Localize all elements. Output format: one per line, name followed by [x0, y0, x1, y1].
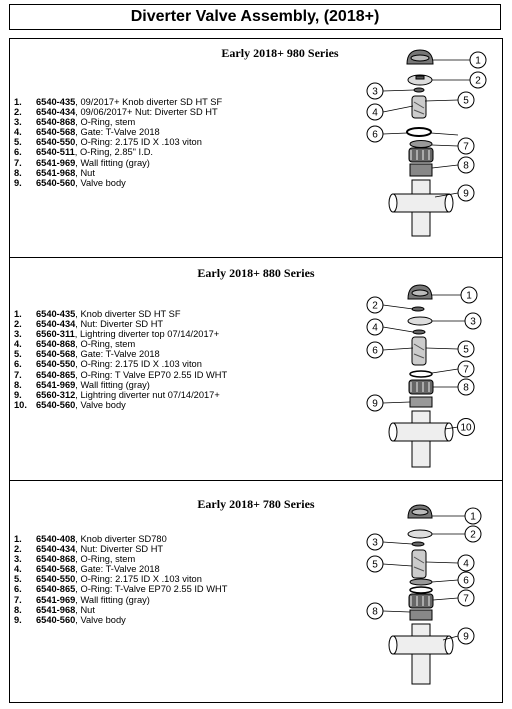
part-row: 1. 6540-408, Knob diverter SD780 — [14, 534, 167, 544]
part-row: 8. 6541-969, Wall fitting (gray) — [14, 379, 150, 390]
callout-number: 7 — [463, 364, 469, 376]
callout-number: 3 — [372, 537, 378, 549]
part-row: 2. 6540-434, 09/06/2017+ Nut: Diverter SD HT — [14, 107, 218, 118]
part-row: 3. 6540-868, O-Ring, stem — [14, 554, 136, 565]
part-row: 4. 6540-568, Gate: T-Valve 2018 — [14, 127, 160, 138]
part-row: 10. 6540-560, Valve body — [14, 399, 126, 410]
callout-number: 2 — [470, 529, 476, 541]
part-row: 8. 6541-968, Nut — [14, 604, 95, 615]
callout-number: 5 — [463, 344, 469, 356]
callout-number: 1 — [475, 55, 481, 67]
callout-number: 7 — [463, 593, 469, 605]
callout-number: 2 — [372, 300, 378, 312]
part-row: 7. 6541-969, Wall fitting (gray) — [14, 157, 150, 168]
callout-number: 4 — [372, 322, 378, 334]
callout-number: 8 — [372, 606, 378, 618]
part-row: 6. 6540-511, O-Ring, 2.85" I.D. — [14, 147, 154, 158]
exploded-diagram-980 — [355, 46, 500, 246]
page-title: Diverter Valve Assembly, (2018+) — [9, 4, 501, 30]
callout-number: 10 — [460, 422, 472, 434]
parts-list-980 — [14, 97, 222, 188]
exploded-diagram-880 — [355, 282, 500, 474]
part-row: 9. 6560-312, Lightring diverter nut 07/14/2017+ — [14, 389, 220, 400]
part-row: 5. 6540-568, Gate: T-Valve 2018 — [14, 349, 160, 360]
part-row: 1. 6540-435, 09/2017+ Knob diverter SD HT SF — [14, 97, 223, 107]
section-divider — [9, 257, 503, 258]
callout-number: 5 — [372, 559, 378, 571]
part-row: 5. 6540-550, O-Ring: 2.175 ID X .103 viton — [14, 574, 202, 585]
part-row: 9. 6540-560, Valve body — [14, 614, 126, 625]
part-row: 6. 6540-550, O-Ring: 2.175 ID X .103 viton — [14, 359, 202, 370]
callout-number: 4 — [372, 107, 378, 119]
part-row: 4. 6540-868, O-Ring, stem — [14, 339, 136, 350]
exploded-diagram-780 — [355, 502, 500, 694]
callout-number: 4 — [463, 558, 469, 570]
part-row: 9. 6540-560, Valve body — [14, 177, 126, 188]
parts-list-880 — [14, 309, 227, 410]
part-row: 7. 6541-969, Wall fitting (gray) — [14, 594, 150, 605]
callout-number: 8 — [463, 382, 469, 394]
callout-number: 1 — [466, 290, 472, 302]
callout-number: 1 — [470, 511, 476, 523]
parts-list-780 — [14, 534, 227, 625]
part-row: 4. 6540-568, Gate: T-Valve 2018 — [14, 564, 160, 575]
callout-number: 2 — [475, 75, 481, 87]
part-row: 6. 6540-865, O-Ring: T-Valve EP70 2.55 ID WHT — [14, 584, 228, 595]
part-row: 7. 6540-865, O-Ring: T Valve EP70 2.55 ID WHT — [14, 369, 228, 380]
section-divider — [9, 480, 503, 481]
callout-number: 9 — [372, 398, 378, 410]
callout-number: 3 — [372, 86, 378, 98]
section-title-780: Early 2018+ 780 Series — [197, 497, 315, 511]
callout-number: 3 — [470, 316, 476, 328]
callout-number: 9 — [463, 631, 469, 643]
callout-number: 9 — [463, 188, 469, 200]
part-row: 5. 6540-550, O-Ring: 2.175 ID X .103 viton — [14, 137, 202, 148]
callout-number: 6 — [372, 129, 378, 141]
part-row: 1. 6540-435, Knob diverter SD HT SF — [14, 309, 181, 319]
part-row: 2. 6540-434, Nut: Diverter SD HT — [14, 544, 164, 555]
callout-number: 6 — [463, 575, 469, 587]
section-title-880: Early 2018+ 880 Series — [197, 266, 315, 280]
part-row: 8. 6541-968, Nut — [14, 167, 95, 178]
part-row: 3. 6560-311, Lightring diverter top 07/14/2017+ — [14, 329, 220, 340]
part-row: 2. 6540-434, Nut: Diverter SD HT — [14, 319, 164, 330]
callout-number: 5 — [463, 95, 469, 107]
callout-number: 8 — [463, 160, 469, 172]
part-row: 3. 6540-868, O-Ring, stem — [14, 117, 136, 128]
section-title-980: Early 2018+ 980 Series — [221, 46, 339, 60]
callout-number: 7 — [463, 141, 469, 153]
callout-number: 6 — [372, 345, 378, 357]
